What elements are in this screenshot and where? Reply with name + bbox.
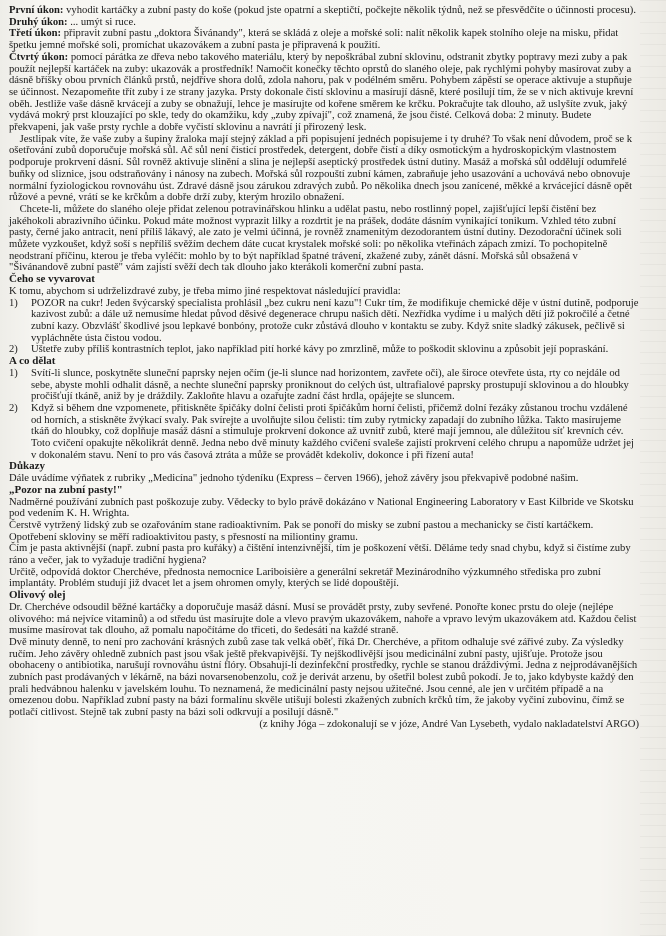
avoid-list xyxy=(9,298,639,357)
step-2 xyxy=(9,17,639,29)
body-paragraph: Chcete-li, můžete do slaného oleje přidat zelenou potravinářskou hlinku a udělat pastu, nebo rostlinný popel, zajišťující lepší čistění bez jakéhokoli abrazivního účinku. Pokud máte možnost vyprazit lilky a rozdrtit je na prášek, dodáte dásním vynikající tonikum. Vzhled této zubní pasty, černé jako antracit, není příliš lákavý, ale zato je velmi účinná, je rovněž znamenitým dezodorantem ústní dutiny. Dezodorační účinek soli můžete vyzkoušet, když soší s nepříliš svěžím dechem dáte cucat krystalek mořské soli: po několika vteřinách zápach zmizí. To pochopitelně neodstraní příčinu, kterou je třeba vyléčit: mohlo by to být například špatné trávení, zkažené zuby, zánět dásní. Mořská sůl obsažená v "Šivánandově zubní pastě" vám zajistí svěží dech tak dlouho jako kterákoli komerční zubní pasta. xyxy=(9,203,622,274)
step-label: Třetí úkon: xyxy=(9,28,62,40)
evidence-paragraph: Čím je pasta aktivnější (např. zubní pasta pro kuřáky) a čištění intenzivnější, tím je poškození větší. Děláme tedy snad chybu, když si čistíme zuby ráno a večer, jak to vyžaduje tradiční hygiena? xyxy=(9,543,631,567)
page-bleed-through xyxy=(640,0,666,936)
step-text: ... umýt si ruce. xyxy=(70,16,136,28)
todo-list xyxy=(9,368,639,462)
step-1 xyxy=(9,5,639,17)
avoid-intro: K tomu, abychom si udrželizdravé zuby, je třeba mimo jiné respektovat následující pravidla: xyxy=(9,285,401,297)
item-number: 2) xyxy=(9,402,18,414)
olive-paragraph: Dvě minuty denně, to není pro zachování krásných zubů zase tak velká oběť, říká Dr. Cherchéve, a přitom odhaluje své zářivé zuby. Za výsledky ručím. Jeho závěry ohledně zubních past jsou však ještě překvapivější. Ty nejškodlivější jsou medicinální zubní pasty, ujišťuje. Protože jsou obohaceny o antibiotika, narušují rovnováhu ústní flóry. Obsahují-li dezinfekční prostředky, rychle se stanou dráždivými. Jedna z nejprodávanějších zubních past prodávaných v lékárně, na bázi novarsenobenzolu, což je derivát arzenu, by ošetřil bolest zubů pokodí. Je to, jako kdybyste každý den prali hedvábnou halenku v javelském louhu. To neznamená, že medicinální pasty nejsou užitečné. Jsou cenné, ale jen v určitém případě a na omezenou dobu. Například zubní pasty na bázi formalínu skvěle utišují bolesti zkažených zubních krčků tím, že jakoby vyčiní zubovinu, čímž se potlačí citlivost. Stejně tak zubní pasty na bázi soli odkrvují a posilují dásně." xyxy=(9,636,638,719)
item-text: POZOR na cukr! Jeden švýcarský specialista prohlásil „bez cukru není kazu"! Cukr tím, že modifikuje chemické děje v ústní dutině, podporuje kazivost zubů: a dále už nemusíme hledat původ děsivé degenerace chrupu našich dětí. Nezřídka vydíme i u malých dětí již pokročilé a četné zubní kazy. Obzvlášť škodlivé jsou lepkavé bonbóny, protože cukr zůstává dlouho v kontaktu se zuby. Když snite sladký zákusek, pečlivě si vypláchněte ústa čistou vodou. xyxy=(31,297,639,344)
step-3 xyxy=(9,28,639,51)
step-4 xyxy=(9,52,639,134)
section-heading-avoid: Čeho se vyvarovat xyxy=(9,273,95,286)
list-item xyxy=(9,344,639,356)
evidence-intro: Dále uvádíme výňatek z rubriky „Medicína" jednoho týdeníku (Express – červen 1966), jehož závěry jsou překvapivě podobné našim. xyxy=(9,473,579,485)
source-citation: (z knihy Jóga – zdokonalují se v józe, André Van Lysebeth, vydalo nakladatelství ARGO) xyxy=(259,718,639,730)
step-label: První úkon: xyxy=(9,5,64,16)
item-number: 1) xyxy=(9,297,18,309)
item-number: 1) xyxy=(9,367,18,379)
olive-paragraph: Dr. Cherchéve odsoudil běžné kartáčky a doporučuje masáž dásní. Musí se provádět prsty, zuby sevřené. Ponořte konec prstu do oleje (nejlépe olivového: má nejvíce vitaminů) a od středu úst masírujte dole a vlevo pravým ukazovákem, nahoře a vpravo levým ukazovákem atd. Každou čelist musíme masírovat tak dlouho, až pomalu napočítáme do třiceti, do šedesáti na každé straně. xyxy=(9,601,637,637)
evidence-paragraph: Nadměrné používání zubních past poškozuje zuby. Vědecky to bylo právě dokázáno v National Engineering Laboratory v East Kilbride ve Skotsku pod vedením K. H. Wrighta. xyxy=(9,496,634,520)
item-text: Když si během dne vzpomenete, přitiskněte špičáky dolní čelisti proti špičákům horní čelisti, přičemž dolní řezáky zůstanou trochu vzdálené od horních, a stiskněte žvýkací svaly. Pak svírejte a uvolňujte silou čelisti: tím zuby rytmicky zapadají do zubního lůžka. Takto masírujeme tkáň do hloubky, což doplňuje masáž dásní a stimuluje prokrvení dokonce až uvnitř zubů, které mají jemnou, ale důležitou síť krevních cév. Toto cvičení opakujte několikrát denně. Jedna nebo dvě minuty každého cvičení svaleše zajistí prokrvení celého chrupu a napomůže udržet jej v dokonalém stavu. Není to pro vás časová ztráta a může se provádět kdekoliv, dokonce i při řízení auta! xyxy=(31,402,634,461)
section-heading-evidence: Důkazy xyxy=(9,460,46,473)
step-label: Čtvrtý úkon: xyxy=(9,51,69,63)
step-text: pomocí párátka ze dřeva nebo takového materiálu, který by nepoškrábal zubní sklovinu, odstranit zbytky poptravy mezi zuby a pak použít nejlepší kartáček na zuby: ukazovák a prostředník! Namočit konečky těchto oprstů do slaného oleje, pak rychlými pohyby masírovat zuby a dásně bříšky obou prvních článků prstů, nejdříve shora dolů, zdola nahoru, pak v podélném směru. Pohybem zápěstí se operace aktivuje a stupňuje se účinnost. Nezapomeňte třít zuby i ze strany jazyka. Prsty dokonale čistí sklovinu a masírují dásně, které posilují tím, že se v nich aktivuje krevní oběh. Jestliže vaše dásně krvácejí a zuby se obnažují, lehce je masírujte od kořene směrem ke krčku. Pokračujte tak dlouho, až uslyšíte zvuk, jaký vydává mokrý prst klouzající po skle, tedy do okamžiku, kdy „zuby zpívají", což znamená, že jsou čisté. Celková doba: 2 minuty. Budete překvapeni, jak vaše prsty rychle a dobře vyčistí sklovinu a navrátí jí přirozený lesk. xyxy=(9,51,634,134)
section-heading-todo: A co dělat xyxy=(9,355,56,368)
list-item xyxy=(9,368,639,403)
step-text: připravit zubní pastu „doktora Šivánandy", která se skládá z oleje a mořské soli: nalít několik kapek stolního oleje na misku, přidat špetku jemné mořské soli, promíchat ukazovákem a zubní pasta je připravená k použití. xyxy=(9,28,619,52)
evidence-paragraph: Určitě, odpovídá doktor Cherchéve, přednosta nemocnice Lariboisière a generální sekretář Mezinárodního výzkumného střediska pro zubní implantáty. Problém studují již dvacet let a jsem ohromen omyly, kterých se lidé dopouštějí. xyxy=(9,566,601,590)
step-text: vyhodit kartáčky a zubní pasty do koše (pokud jste opatrní a skeptičtí, počkejte několik týdnů, než se přesvědčíte o účinnosti procesu). xyxy=(66,5,636,16)
step-label: Druhý úkon: xyxy=(9,16,68,28)
document-body xyxy=(9,5,639,731)
evidence-subheading: „Pozor na zubní pasty!" xyxy=(9,483,123,496)
body-paragraph: Jestlipak víte, že vaše zuby a šupiny žraloka mají stejný základ a při popisujení jednéch popisujeme i ty druhé? To však není důvodem, proč se k ošetřování zubů doporučuje mořská sůl. Ač sůl není čisticí prostředek, detergent, dobře čistí a díky osmotickým a hydroskopickým vlastnostem podporuje prokrvení dásní. Sůl rovněž aktivuje slinění a slina je nejlepší aseptický prostředek ústní dutiny. Masáž a mořská sůl oddělují odumřelé buňky od sliznice, jsou odstraňovány i nánosy na zubech. Mořská sůl rozpouští zubní kámen, zabraňuje jeho usazování a uchovává nebo obnovuje normální fyziologickou rovnováhu úst. Zdravé dásně jsou zárukou zdravých zubů. Po několika dnech jsou zanícené, měkké a krvácející dásně opět růžové a pevné, vrátí se ke krčkům a dobře drží zuby, kterým hrozilo obnažení. xyxy=(9,133,633,204)
evidence-paragraph: Čerstvě vytržený lidský zub se ozařováním stane radioaktivním. Pak se ponoří do misky se zubní pastou a mechanicky se čistí kartáčkem. Opotřebení skloviny se měří radioaktivitou pasty, s přesností na miliontiny gramu. xyxy=(9,519,594,543)
item-text: Svítí-li slunce, poskytněte sluneční paprsky nejen očím (je-li slunce nad horizontem, zavřete oči), ale široce otevřete ústa, rty co nejdále od sebe, abyste mohli odhalit dásně, a nechte sluneční paprsky proniknout do celých úst, ultrafialové paprsky prostupují sklovinou a do hloubky pročišťují tkáně, aniž by je dráždily. Zakloňte hlavu a ozařujte zadní část hrdla, opájejte se sluncem. xyxy=(31,367,629,403)
list-item xyxy=(9,403,639,462)
item-number: 2) xyxy=(9,344,18,356)
item-text: Uštetře zuby příliš kontrastních teplot, jako například pití horké kávy po zmrzlině, může to poškodit sklovinu a způsobit její popraskání. xyxy=(31,344,609,356)
list-item xyxy=(9,298,639,345)
section-heading-olive-oil: Olivový olej xyxy=(9,589,66,602)
